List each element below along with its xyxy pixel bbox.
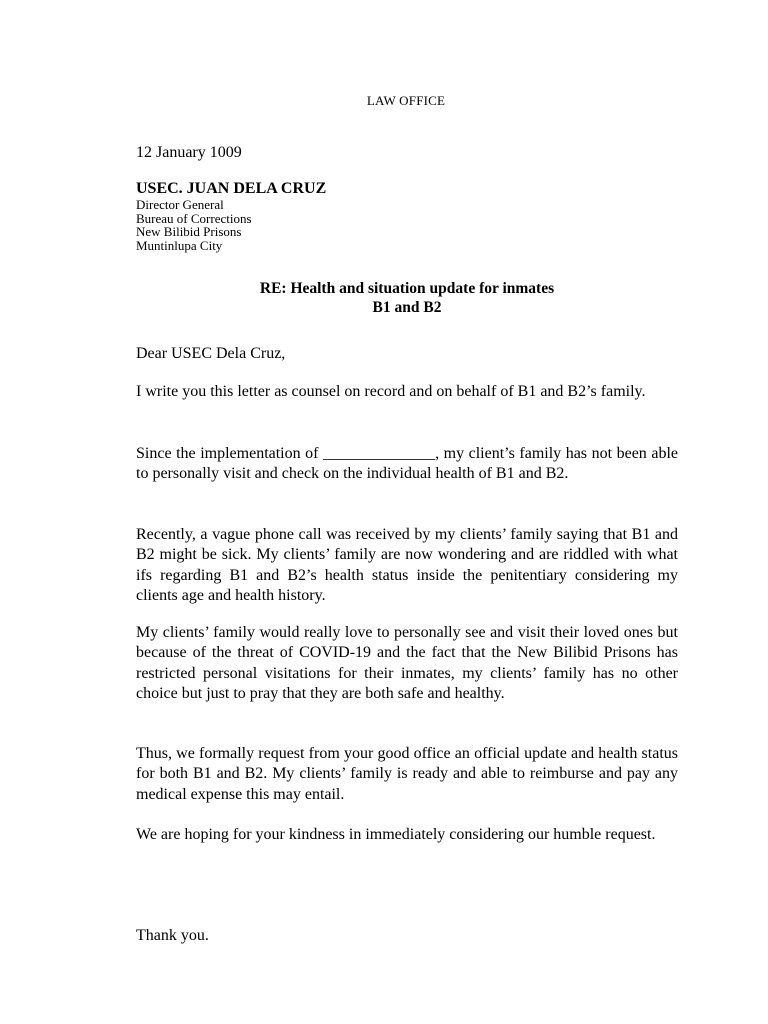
body-paragraph: We are hoping for your kindness in immediately considering our humble request. <box>136 826 656 843</box>
body-paragraph: My clients’ family would really love to personally see and visit their loved ones but because of the threat of COVID-19 and the fact that the New Bilibid Prisons has restricted personal visitations for their inmates, my clients’ family has no other choice but just to pray that they are both safe and healthy. <box>136 624 678 702</box>
closing: Thank you. <box>136 927 209 944</box>
body-paragraph: Thus, we formally request from your good office an official update and health status for both B1 and B2. My clients’ family is ready and able to reimburse and pay any medical expense this may entail. <box>136 745 678 803</box>
recipient-block <box>136 180 326 252</box>
recipient-title: Director General <box>136 197 224 212</box>
subject-line-1: RE: Health and situation update for inmates <box>259 280 555 297</box>
recipient-city: Muntinlupa City <box>136 237 223 253</box>
letterhead: LAW OFFICE <box>366 93 446 108</box>
letter-date: 12 January 1009 <box>136 144 242 161</box>
recipient-institution: New Bilibid Prisons <box>136 224 242 239</box>
body-paragraph: Since the implementation of ______________, my client’s family has not been able to personally visit and check on the individual health of B1 and B2. <box>136 445 678 483</box>
salutation: Dear USEC Dela Cruz, <box>136 345 286 362</box>
subject-block <box>136 279 678 317</box>
subject-line-2: B1 and B2 <box>372 299 442 316</box>
recipient-bureau: Bureau of Corrections <box>136 210 252 226</box>
recipient-name: USEC. JUAN DELA CRUZ <box>136 180 327 197</box>
body-paragraph: Recently, a vague phone call was received by my clients’ family saying that B1 and B2 might be sick. My clients’ family are now wondering and are riddled with what ifs regarding B1 and B2’s health status inside the penitentiary considering my clients age and health history. <box>136 526 678 604</box>
body-paragraph: I write you this letter as counsel on record and on behalf of B1 and B2’s family. <box>136 383 646 400</box>
